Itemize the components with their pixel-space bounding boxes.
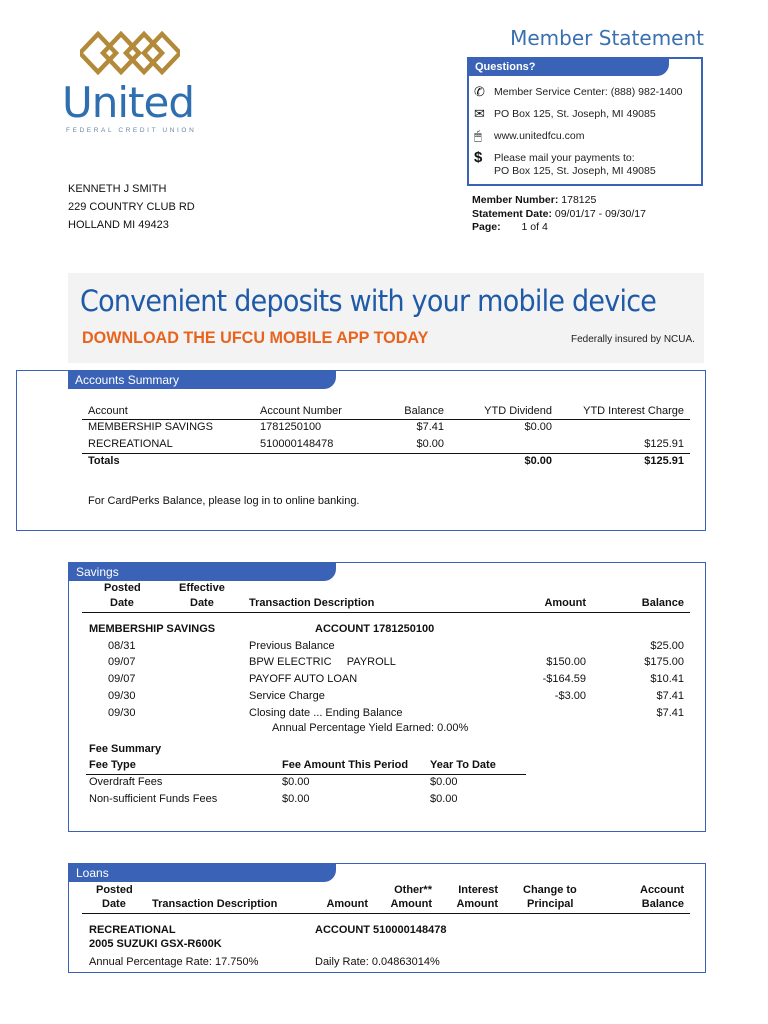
loans-col-interest-amount: Amount xyxy=(456,898,498,910)
fee-row-type: Non-sufficient Funds Fees xyxy=(89,793,218,805)
loans-col-amount: Amount xyxy=(326,898,368,910)
summary-row-2-account: RECREATIONAL xyxy=(88,438,173,450)
transaction-description: Previous Balance xyxy=(249,640,335,652)
fee-row-ytd: $0.00 xyxy=(430,776,458,788)
loans-col-account: Account xyxy=(640,884,684,896)
savings-account-number: ACCOUNT 1781250100 xyxy=(315,623,435,635)
loans-heading: Loans xyxy=(69,864,336,882)
divider xyxy=(86,774,526,775)
summary-row-1-account: MEMBERSHIP SAVINGS xyxy=(88,421,213,433)
loan-account-number: ACCOUNT 510000148478 xyxy=(315,924,447,936)
statement-title: Member Statement xyxy=(510,26,704,50)
transaction-date: 09/30 xyxy=(108,690,136,702)
phone-row xyxy=(474,86,683,99)
fee-col-ytd: Year To Date xyxy=(430,759,496,771)
summary-row-1-number: 1781250100 xyxy=(260,421,322,433)
transaction-amount: -$164.59 xyxy=(542,673,586,685)
transaction-balance: $25.00 xyxy=(650,640,684,652)
loans-col-change: Change to xyxy=(523,884,577,896)
fee-row-amount: $0.00 xyxy=(282,776,310,788)
page-number: 1 of 4 xyxy=(521,221,548,233)
statement-date-label: Statement Date: xyxy=(472,207,552,220)
loans-col-posted: Posted xyxy=(96,884,133,896)
fee-col-type: Fee Type xyxy=(89,759,136,771)
loans-col-posted-date: Date xyxy=(102,898,126,910)
transaction-description: BPW ELECTRIC PAYROLL xyxy=(249,656,396,668)
transaction-description: Closing date ... Ending Balance xyxy=(249,707,403,719)
mail-address-row xyxy=(474,108,656,121)
member-address xyxy=(68,180,195,234)
col-balance: Balance xyxy=(404,405,444,417)
mail-address-text: PO Box 125, St. Joseph, MI 49085 xyxy=(494,108,656,120)
col-account-number: Account Number xyxy=(260,405,342,417)
united-logo-mark-icon xyxy=(80,30,180,76)
fee-col-amount: Fee Amount This Period xyxy=(282,759,409,771)
brand-subtitle: FEDERAL CREDIT UNION xyxy=(66,127,197,134)
website-link[interactable]: www.unitedfcu.com xyxy=(494,130,585,142)
member-number: 178125 xyxy=(561,194,597,206)
summary-row-1-dividend: $0.00 xyxy=(524,421,552,433)
col-ytd-interest: YTD Interest Charge xyxy=(583,405,684,417)
apy-text: Annual Percentage Yield Earned: 0.00% xyxy=(272,722,469,734)
page-label: Page: xyxy=(472,221,501,233)
member-city: HOLLAND MI 49423 xyxy=(68,219,169,231)
col-account: Account xyxy=(88,405,128,417)
loans-col-other: Other** xyxy=(394,884,432,896)
savings-col-description: Transaction Description xyxy=(249,597,375,609)
accounts-summary-heading: Accounts Summary xyxy=(68,371,336,389)
loans-col-other-amount: Amount xyxy=(390,898,432,910)
transaction-date: 09/07 xyxy=(108,673,136,685)
loans-col-account-balance: Balance xyxy=(641,898,684,910)
loan-vehicle: 2005 SUZUKI GSX-R600K xyxy=(89,938,222,950)
envelope-icon: ✉ xyxy=(474,106,485,121)
cardperks-note: For CardPerks Balance, please log in to online banking. xyxy=(88,495,360,507)
transaction-amount: $150.00 xyxy=(546,656,586,668)
summary-row-1-balance: $7.41 xyxy=(416,421,444,433)
divider xyxy=(82,612,690,613)
member-number-label: Member Number: xyxy=(472,194,559,206)
savings-col-amount: Amount xyxy=(544,597,586,609)
savings-heading: Savings xyxy=(69,563,336,581)
summary-row-2-balance: $0.00 xyxy=(416,438,444,450)
savings-col-balance: Balance xyxy=(641,597,684,609)
website-row xyxy=(474,130,584,143)
divider xyxy=(82,419,690,420)
savings-col-effective: Effective xyxy=(179,582,225,594)
transaction-balance: $10.41 xyxy=(650,673,684,685)
divider xyxy=(82,453,690,454)
transaction-balance: $7.41 xyxy=(656,690,684,702)
loan-daily-rate: Daily Rate: 0.04863014% xyxy=(315,956,440,968)
loan-account-name: RECREATIONAL xyxy=(89,924,176,936)
phone-icon: ✆ xyxy=(474,84,485,99)
questions-heading: Questions? xyxy=(469,59,669,76)
summary-row-2-interest: $125.91 xyxy=(644,438,684,450)
savings-col-posted-date: Date xyxy=(110,597,134,609)
fee-row-ytd: $0.00 xyxy=(430,793,458,805)
transaction-date: 08/31 xyxy=(108,640,136,652)
statement-meta xyxy=(472,194,646,235)
transaction-description: Service Charge xyxy=(249,690,325,702)
totals-dividend: $0.00 xyxy=(524,455,552,467)
transaction-description: PAYOFF AUTO LOAN xyxy=(249,673,358,685)
savings-account-name: MEMBERSHIP SAVINGS xyxy=(89,623,216,635)
totals-interest: $125.91 xyxy=(644,455,684,467)
payment-row xyxy=(474,149,656,178)
mouse-icon: 🖱 xyxy=(474,128,482,143)
fee-row-type: Overdraft Fees xyxy=(89,776,163,788)
member-name: KENNETH J SMITH xyxy=(68,183,167,195)
loans-col-principal: Principal xyxy=(527,898,574,910)
col-ytd-dividend: YTD Dividend xyxy=(484,405,552,417)
transaction-amount: -$3.00 xyxy=(554,690,586,702)
divider xyxy=(82,913,690,914)
summary-row-2-number: 510000148478 xyxy=(260,438,334,450)
payment-line-2: PO Box 125, St. Joseph, MI 49085 xyxy=(494,165,656,177)
totals-label: Totals xyxy=(88,455,120,467)
loans-col-description: Transaction Description xyxy=(152,898,278,910)
banner-subtitle: DOWNLOAD THE UFCU MOBILE APP TODAY xyxy=(82,328,429,347)
savings-col-posted: Posted xyxy=(104,582,141,594)
transaction-date: 09/07 xyxy=(108,656,136,668)
savings-col-effective-date: Date xyxy=(190,597,214,609)
payment-line-1: Please mail your payments to: xyxy=(494,152,635,164)
loan-apr: Annual Percentage Rate: 17.750% xyxy=(89,956,259,968)
transaction-balance: $175.00 xyxy=(644,656,684,668)
payment-text xyxy=(494,152,656,178)
fee-summary-title: Fee Summary xyxy=(89,743,162,755)
phone-text: Member Service Center: (888) 982-1400 xyxy=(494,86,683,98)
member-street: 229 COUNTRY CLUB RD xyxy=(68,201,195,213)
dollar-icon: $ xyxy=(474,149,483,166)
loans-col-interest: Interest xyxy=(458,884,498,896)
ncua-notice: Federally insured by NCUA. xyxy=(571,334,695,345)
banner-title: Convenient deposits with your mobile device xyxy=(80,284,657,318)
transaction-balance: $7.41 xyxy=(656,707,684,719)
fee-row-amount: $0.00 xyxy=(282,793,310,805)
statement-date: 09/01/17 - 09/30/17 xyxy=(554,207,646,220)
brand-name: United xyxy=(62,78,194,127)
transaction-date: 09/30 xyxy=(108,707,136,719)
